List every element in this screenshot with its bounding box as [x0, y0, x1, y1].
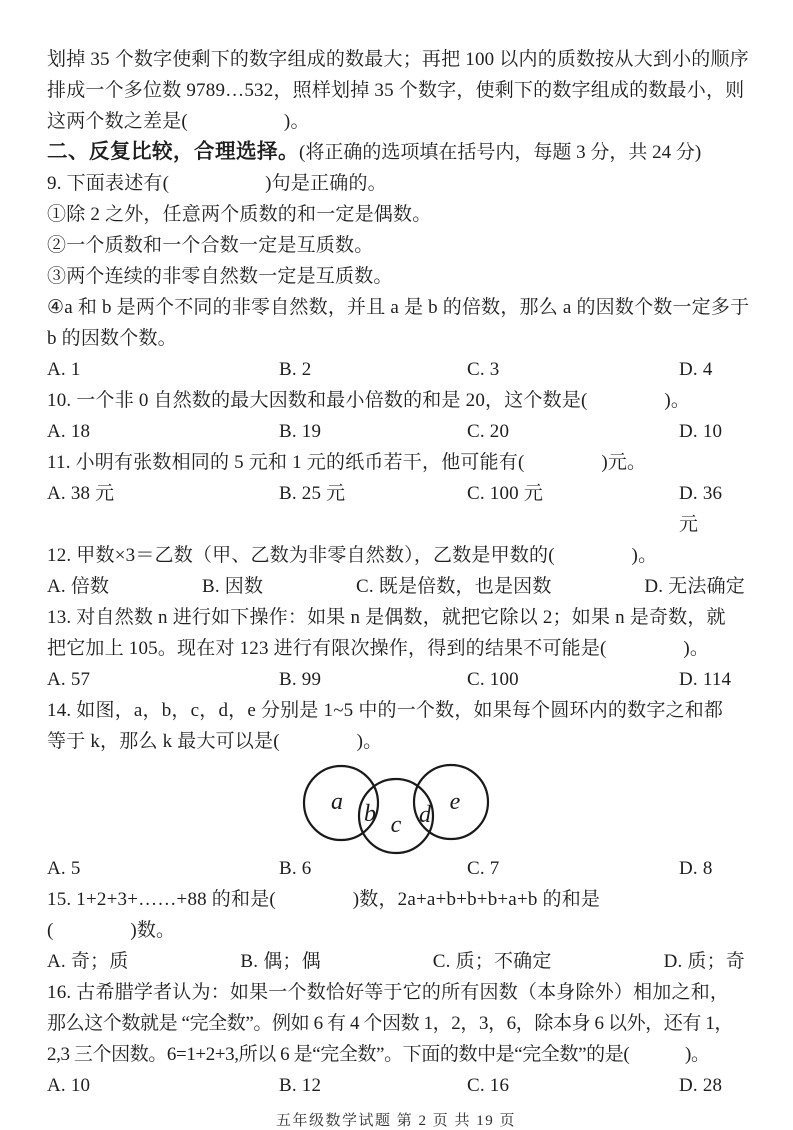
question-12-line-1: 12. 甲数×3＝乙数（甲、乙数为非零自然数），乙数是甲数的( )。	[47, 545, 658, 566]
question-13	[47, 602, 745, 695]
option-a: A. 1	[47, 359, 81, 380]
option-a: A. 奇；质	[47, 951, 129, 972]
question-13-line-1: 13. 对自然数 n 进行如下操作：如果 n 是偶数，就把它除以 2；如果 n 是奇数，就	[47, 607, 726, 628]
question-10	[47, 385, 745, 447]
option-a: A. 38 元	[47, 483, 115, 504]
section-2-title: 二、反复比较，合理选择。	[47, 141, 299, 163]
question-15-line-2: ( )数。	[47, 920, 176, 941]
question-15-options	[47, 946, 745, 977]
question-15-line-1: 15. 1+2+3+……+88 的和是( )数，2a+a+b+b+b+a+b 的和是	[47, 889, 601, 910]
question-14-diagram	[47, 759, 745, 853]
option-d: D. 10	[679, 421, 723, 442]
option-b: B. 19	[279, 421, 322, 442]
intro-line-2: 排成一个多位数 9789…532，照样划掉 35 个数字，使剩下的数字组成的数最小，则	[47, 80, 745, 101]
question-16-options	[47, 1070, 745, 1101]
option-c: C. 7	[467, 858, 500, 879]
option-d: D. 36 元	[679, 483, 723, 535]
venn-circles-diagram	[286, 759, 506, 855]
question-12	[47, 540, 745, 602]
option-b: B. 25 元	[279, 483, 346, 504]
option-c: C. 20	[467, 421, 510, 442]
question-10-line-1: 10. 一个非 0 自然数的最大因数和最小倍数的和是 20，这个数是( )。	[47, 390, 691, 411]
question-13-line-2: 把它加上 105。现在对 123 进行有限次操作，得到的结果不可能是( )。	[47, 638, 710, 659]
venn-label-c: c	[390, 812, 402, 838]
question-13-options	[47, 664, 745, 695]
option-c: C. 既是倍数，也是因数	[355, 576, 552, 597]
venn-label-d: d	[419, 802, 431, 828]
question-16	[47, 977, 745, 1101]
option-d: D. 质；奇	[663, 951, 745, 972]
venn-label-a: a	[331, 789, 343, 815]
question-9-statement-4: ④a 和 b 是两个不同的非零自然数，并且 a 是 b 的倍数，那么 a 的因数个数一定多于	[47, 297, 750, 318]
option-a: A. 倍数	[47, 576, 110, 597]
section-2-note: (将正确的选项填在括号内，每题 3 分，共 24 分)	[299, 142, 702, 163]
option-b: B. 2	[279, 359, 312, 380]
question-14-line-1: 14. 如图，a，b，c，d，e 分别是 1~5 中的一个数，如果每个圆环内的数字之和都	[47, 700, 724, 721]
question-16-line-2: 那么这个数就是 “完全数”。例如 6 有 4 个因数 1，2，3，6，除本身 6 以外，还有 1，	[47, 1013, 734, 1034]
question-9-statement-4b: b 的因数个数。	[47, 328, 177, 349]
intro-line-1: 划掉 35 个数字使剩下的数字组成的数最大；再把 100 以内的质数按从大到小的顺序	[47, 49, 749, 70]
option-a: A. 10	[47, 1075, 91, 1096]
question-16-line-1: 16. 古希腊学者认为：如果一个数恰好等于它的所有因数（本身除外）相加之和，	[47, 982, 730, 1003]
option-d: D. 8	[679, 858, 713, 879]
question-10-options	[47, 416, 745, 447]
question-9	[47, 168, 750, 385]
question-14-options	[47, 853, 745, 884]
question-14-line-2: 等于 k，那么 k 最大可以是( )。	[47, 731, 383, 752]
option-a: A. 57	[47, 669, 91, 690]
question-9-statement-1: ①除 2 之外，任意两个质数的和一定是偶数。	[47, 204, 432, 225]
question-9-line-1: 9. 下面表述有( )句是正确的。	[47, 173, 387, 194]
option-c: C. 质；不确定	[432, 951, 552, 972]
option-b: B. 偶；偶	[240, 951, 321, 972]
option-d: D. 114	[679, 669, 732, 690]
option-c: C. 100	[467, 669, 519, 690]
option-c: C. 3	[467, 359, 500, 380]
question-12-options	[47, 571, 745, 602]
section-2-header	[47, 137, 745, 168]
question-15	[47, 884, 745, 977]
question-9-statement-2: ②一个质数和一个合数一定是互质数。	[47, 235, 374, 256]
intro-line-3: 这两个数之差是( )。	[47, 111, 310, 132]
question-9-options	[47, 354, 745, 385]
option-b: B. 6	[279, 858, 312, 879]
option-d: D. 4	[679, 359, 713, 380]
question-14	[47, 695, 745, 884]
option-a: A. 18	[47, 421, 91, 442]
question-16-line-3: 2,3 三个因数。6=1+2+3,所以 6 是“完全数”。下面的数中是“完全数”的是( )。	[47, 1044, 710, 1065]
question-11	[47, 447, 745, 540]
option-c: C. 100 元	[467, 483, 544, 504]
option-b: B. 99	[279, 669, 322, 690]
venn-label-b: b	[364, 801, 376, 827]
option-c: C. 16	[467, 1075, 510, 1096]
venn-label-e: e	[449, 789, 461, 815]
page-footer: 五年级数学试题 第 2 页 共 19 页	[275, 1113, 516, 1129]
option-d: D. 无法确定	[644, 576, 745, 597]
option-d: D. 28	[679, 1075, 723, 1096]
option-b: B. 12	[279, 1075, 322, 1096]
question-11-options	[47, 478, 745, 540]
option-b: B. 因数	[202, 576, 264, 597]
option-a: A. 5	[47, 858, 81, 879]
question-9-statement-3: ③两个连续的非零自然数一定是互质数。	[47, 266, 393, 287]
question-11-line-1: 11. 小明有张数相同的 5 元和 1 元的纸币若干，他可能有( )元。	[47, 452, 647, 473]
